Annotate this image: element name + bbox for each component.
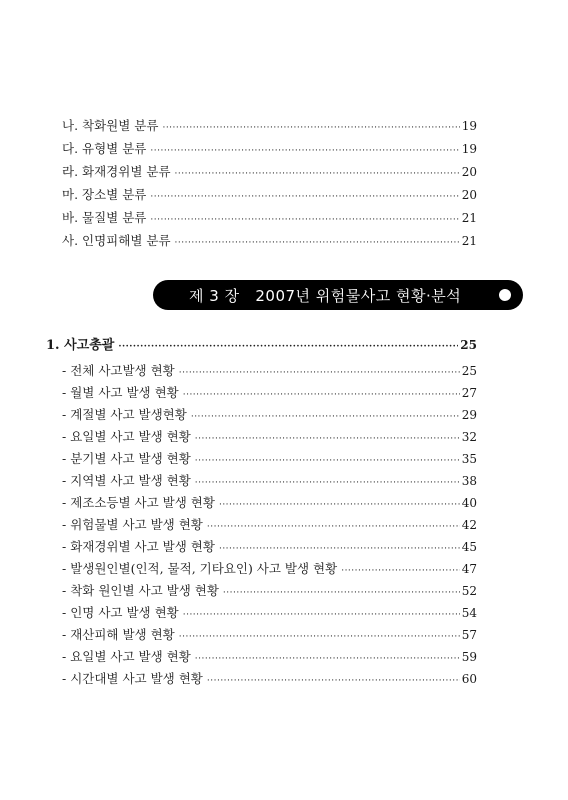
section-label: 1. 사고총괄 (46, 338, 115, 353)
toc-subentry-page: 45 (461, 540, 477, 554)
toc-subentry-page: 54 (461, 606, 477, 620)
toc-entry-page: 19 (461, 142, 477, 156)
toc-subentry-label: - 요일별 사고 발생 현황 (62, 649, 191, 664)
toc-entry[interactable] (62, 187, 477, 205)
toc-subentry[interactable] (62, 363, 477, 381)
toc-entry-label: 라. 화재경위별 분류 (62, 164, 171, 179)
dot-leader (179, 365, 460, 381)
dot-leader (162, 120, 459, 136)
dot-leader (118, 339, 458, 355)
toc-subentry[interactable] (62, 495, 477, 513)
toc-subentry[interactable] (62, 517, 477, 535)
toc-subentry[interactable] (62, 627, 477, 645)
toc-subentry-page: 60 (461, 672, 477, 686)
toc-subentry[interactable] (62, 583, 477, 601)
toc-entry[interactable] (62, 233, 477, 251)
toc-entry-page: 19 (461, 119, 477, 133)
toc-subentry[interactable] (62, 671, 477, 689)
dot-leader (195, 475, 460, 491)
toc-subentry[interactable] (62, 561, 477, 579)
toc-subentry-page: 57 (461, 628, 477, 642)
dot-leader (179, 629, 460, 645)
toc-subentry-label: - 월별 사고 발생 현황 (62, 385, 179, 400)
toc-entry-page: 21 (461, 211, 477, 225)
toc-subentry[interactable] (62, 385, 477, 403)
dot-leader (175, 235, 460, 251)
toc-entry-page: 20 (461, 165, 477, 179)
toc-subentry-label: - 화재경위별 사고 발생 현황 (62, 539, 215, 554)
dot-leader (183, 387, 460, 403)
toc-entry-label: 마. 장소별 분류 (62, 187, 147, 202)
toc-subentry-label: - 요일별 사고 발생 현황 (62, 429, 191, 444)
toc-subentry[interactable] (62, 429, 477, 447)
toc-subentry[interactable] (62, 605, 477, 623)
toc-subentry[interactable] (62, 539, 477, 557)
toc-entry-page: 21 (461, 234, 477, 248)
toc-subentry-label: - 위험물별 사고 발생 현황 (62, 517, 203, 532)
chapter-title: 제 3 장 2007년 위험물사고 현황·분석 (189, 287, 462, 305)
toc-subentry-page: 35 (461, 452, 477, 466)
dot-leader (150, 212, 459, 228)
toc-entry-label: 다. 유형별 분류 (62, 141, 147, 156)
toc-subentry-label: - 인명 사고 발생 현황 (62, 605, 179, 620)
toc-entry[interactable] (62, 118, 477, 136)
toc-subentry-page: 40 (461, 496, 477, 510)
toc-subentry-page: 42 (461, 518, 477, 532)
toc-subentry[interactable] (62, 407, 477, 425)
dot-leader (195, 651, 460, 667)
dot-leader (183, 607, 460, 623)
dot-leader (219, 497, 460, 513)
dot-leader (223, 585, 460, 601)
toc-entry-page: 20 (461, 188, 477, 202)
toc-subentry-label: - 착화 원인별 사고 발생 현황 (62, 583, 219, 598)
toc-subentry-page: 32 (461, 430, 477, 444)
toc-entry[interactable] (62, 164, 477, 182)
toc-subentry-page: 27 (461, 386, 477, 400)
toc-subentry-label: - 재산피해 발생 현황 (62, 627, 175, 642)
dot-leader (150, 189, 459, 205)
toc-subentry-page: 47 (461, 562, 477, 576)
toc-subentry-label: - 시간대별 사고 발생 현황 (62, 671, 203, 686)
toc-entry-label: 바. 물질별 분류 (62, 210, 147, 225)
dot-leader (195, 431, 460, 447)
section-page: 25 (460, 338, 477, 352)
dot-leader (219, 541, 460, 557)
toc-subentry[interactable] (62, 451, 477, 469)
toc-subentry-page: 38 (461, 474, 477, 488)
toc-subentry-label: - 발생원인별(인적, 물적, 기타요인) 사고 발생 현황 (62, 561, 338, 576)
toc-subentry-label: - 분기별 사고 발생 현황 (62, 451, 191, 466)
dot-leader (191, 409, 460, 425)
toc-subentry-label: - 제조소등별 사고 발생 현황 (62, 495, 215, 510)
toc-subentry-label: - 지역별 사고 발생 현황 (62, 473, 191, 488)
toc-subentry-page: 29 (461, 408, 477, 422)
chapter-banner[interactable] (153, 280, 523, 310)
dot-leader (195, 453, 460, 469)
dot-leader (175, 166, 460, 182)
section-heading[interactable] (46, 337, 477, 355)
toc-subentry[interactable] (62, 649, 477, 667)
dot-leader (150, 143, 459, 159)
dot-leader (207, 673, 460, 689)
toc-subentry-page: 59 (461, 650, 477, 664)
toc-subentry-page: 52 (461, 584, 477, 598)
toc-subentry-label: - 전체 사고발생 현황 (62, 363, 175, 378)
toc-entry[interactable] (62, 141, 477, 159)
bullet-dot-icon (499, 289, 511, 301)
toc-entry-label: 나. 착화원별 분류 (62, 118, 159, 133)
dot-leader (341, 563, 460, 579)
toc-subentry-page: 25 (461, 364, 477, 378)
toc-entry-label: 사. 인명피해별 분류 (62, 233, 171, 248)
dot-leader (207, 519, 460, 535)
toc-subentry-label: - 계절별 사고 발생현황 (62, 407, 187, 422)
toc-subentry[interactable] (62, 473, 477, 491)
toc-entry[interactable] (62, 210, 477, 228)
